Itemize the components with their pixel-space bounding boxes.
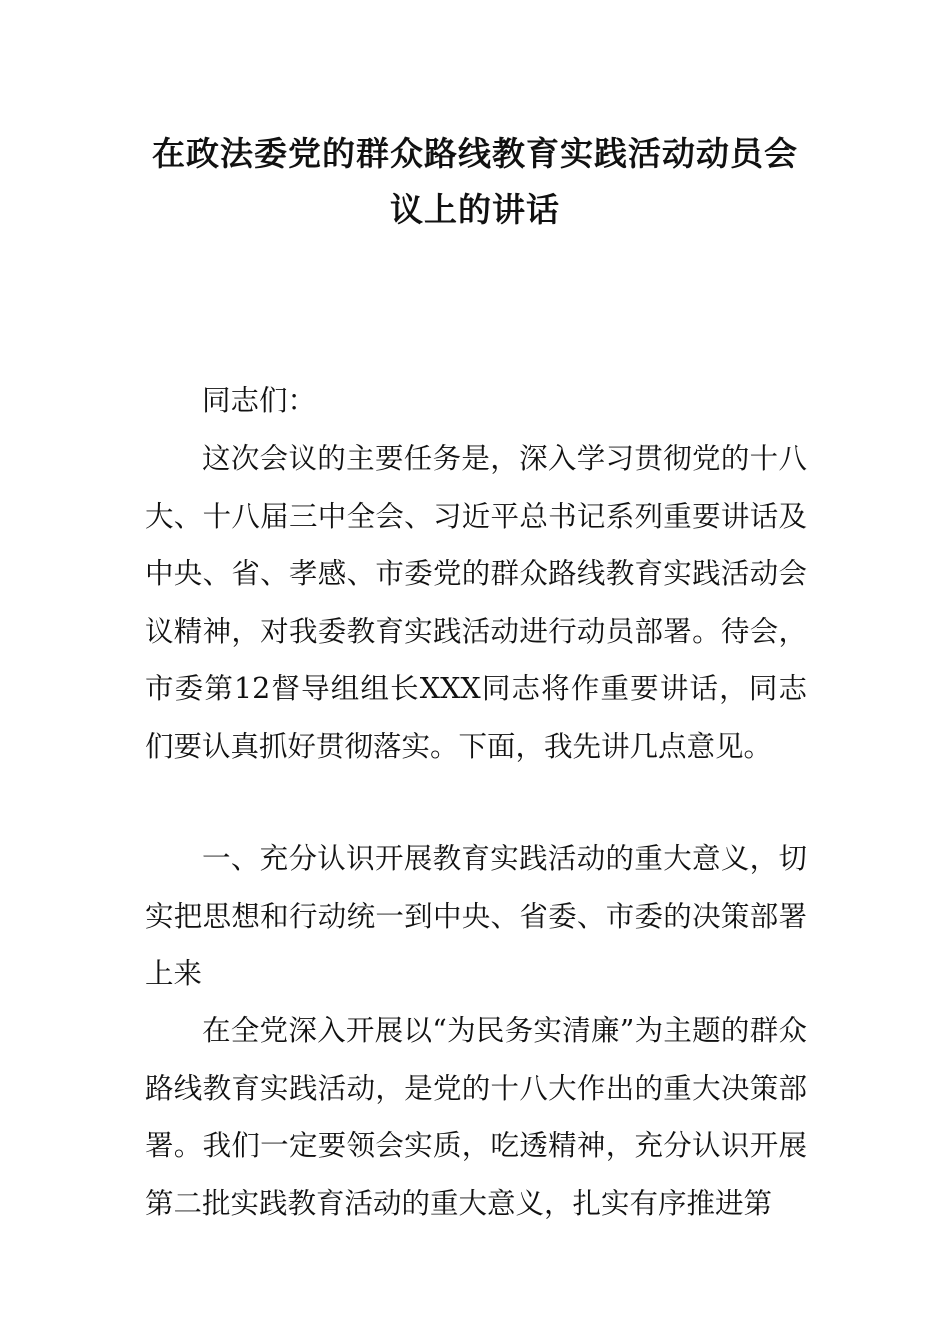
salutation: 同志们：	[202, 384, 317, 417]
paragraph-intro: 这次会议的主要任务是，深入学习贯彻党的十八大、十八届三中全会、习近平总书记系列重要讲话及中央、省、孝感、市委党的群众路线教育实践活动会议精神，对我委教育实践活动进行动员部署。待会，市委第12督导组组长XXX同志将作重要讲话，同志们要认真抓好贯彻落实。下面，我先讲几点意见。	[145, 442, 807, 763]
document-title: 在政法委党的群众路线教育实践活动动员会议上的讲话	[152, 134, 798, 229]
paragraph-section-1: 在全党深入开展以“为民务实清廉”为主题的群众路线教育实践活动，是党的十八大作出的重大决策部署。我们一定要领会实质，吃透精神，充分认识开展第二批实践教育活动的重大意义，扎实有序推进第	[145, 1014, 807, 1220]
section-heading-1: 一、充分认识开展教育实践活动的重大意义，切实把思想和行动统一到中央、省委、市委的决策部署上来	[145, 842, 807, 990]
